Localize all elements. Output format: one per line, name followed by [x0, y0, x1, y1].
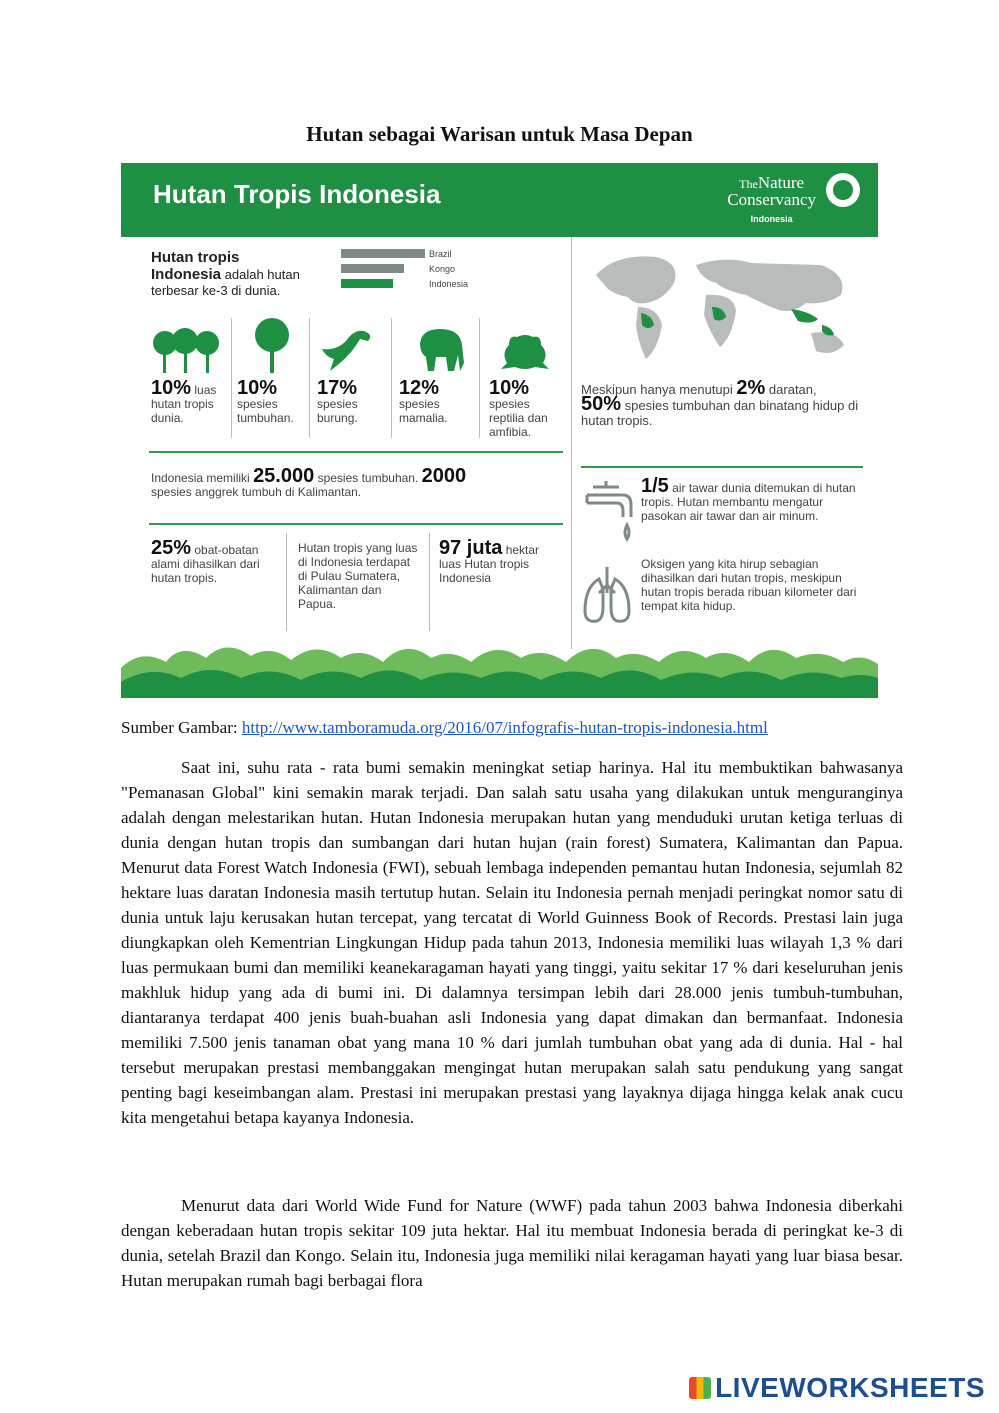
trees-icon [151, 325, 223, 375]
stat-divider-2 [309, 318, 310, 438]
bar-label-indonesia: Indonesia [429, 279, 469, 289]
lower-divider-2 [429, 533, 430, 631]
infographic [121, 163, 878, 698]
world-map [586, 245, 861, 365]
area-stat: 97 juta hektar luas Hutan tropis Indonesia [439, 537, 540, 585]
oxygen-text: Oksigen yang kita hirup sebagian dihasilkan dari hutan tropis, meskipun hutan tropis berada ribuan kilometer dari tempat kita hidup. [641, 557, 857, 613]
document-title: Hutan sebagai Warisan untuk Masa Depan [306, 122, 693, 146]
bird-icon [316, 323, 376, 373]
divider-vertical [571, 237, 572, 649]
stat-reptiles: 10% spesies reptilia dan amfibia. [489, 377, 548, 439]
divider-right [581, 466, 863, 468]
bar-label-kongo: Kongo [429, 264, 456, 274]
source-link[interactable]: http://www.tamboramuda.org/2016/07/infografis-hutan-tropis-indonesia.html [241, 718, 768, 737]
stat-divider-4 [479, 318, 480, 438]
rank-block: Hutan tropis Indonesia adalah hutan terbesar ke-3 di dunia. [151, 249, 300, 298]
faucet-icon [579, 477, 635, 557]
islands-text: Hutan tropis yang luas di Indonesia terdapat di Pulau Sumatera, Kalimantan dan Papua. [298, 541, 418, 611]
tree-icon [251, 317, 293, 375]
liveworksheets-logo: LIVEWORKSHEETS [689, 1372, 985, 1404]
plants-count: Indonesia memiliki 25.000 spesies tumbuhan. 2000 spesies anggrek tumbuh di Kalimantan. [151, 465, 467, 499]
stat-birds: 17% spesies burung. [317, 377, 358, 425]
stat-divider-1 [231, 318, 232, 438]
frog-icon [499, 331, 551, 371]
stat-divider-3 [391, 318, 392, 438]
stat-forest: 10% luas hutan tropis dunia. [151, 377, 217, 425]
water-stat: 1/5 air tawar dunia ditemukan di hutan tropis. Hutan membantu mengatur pasokan air tawar dan air minum. [641, 475, 856, 523]
infographic-header [121, 163, 878, 237]
elephant-icon [414, 323, 470, 373]
image-source-caption [121, 718, 768, 738]
stat-mammals: 12% spesies mamalia. [399, 377, 448, 425]
divider-left-2 [149, 523, 563, 525]
liveworksheets-icon [689, 1377, 711, 1399]
lower-divider-1 [286, 533, 287, 631]
stat-plants: 10% spesies tumbuhan. [237, 377, 294, 425]
nature-conservancy-logo: TheNature Conservancy Indonesia [727, 173, 816, 224]
lungs-icon [581, 563, 633, 627]
paragraph-1: Saat ini, suhu rata - rata bumi semakin meningkat setiap harinya. Hal itu membuktikan bahwasanya "Pemanasan Global" kini semakin marak terjadi. Dan salah satu usaha yang dilakukan untuk menguranginya adalah dengan melestarikan hutan. Hutan Indonesia merupakan hutan yang menduduki urutan ketiga terluas di dunia dengan hutan tropis dan sumbangan dari hutan hujan (rain forest) Sumatera, Kalimantan dan Papua. Menurut data Forest Watch Indonesia (FWI), sebuah lembaga independen pemantau hutan Indonesia, sejumlah 82 hektare luas daratan Indonesia masih tertutup hutan. Selain itu Indonesia pernah menjadi peringkat nomor satu di dunia untuk laju kerusakan hutan tercepat, yang tercatat di World Guinness Book of Records. Prestasi lain juga diungkapkan oleh Kementrian Lingkungan Hidup pada tahun 2013, Indonesia memiliki luas wilayah 1,3 % dari luas permukaan bumi dan memiliki keanekaragaman hayati yang tinggi, yaitu sekitar 17 % dari keseluruhan jenis makhluk hidup yang ada di bumi ini. Di dalamnya tersimpan lebih dari 28.000 jenis tumbuh-tumbuhan, diantaranya terdapat 400 jenis buah-buahan asli Indonesia yang dapat dimakan dan bermanfaat. Indonesia memiliki 7.500 jenis tanaman obat yang mana 10 % dari jumlah tumbuhan obat yang ada di dunia. Hal - hal tersebut merupakan prestasi membanggakan mengingat hutan merupakan salah satu pendukung yang sangat penting bagi keseimbangan alam. Prestasi ini merupakan prestasi yang layaknya dijaga hingga kelak anak cucu kita mengetahui betapa kayanya Indonesia. [121, 758, 903, 1127]
bar-label-brazil: Brazil [429, 249, 452, 259]
paragraph-2: Menurut data dari World Wide Fund for Nature (WWF) pada tahun 2003 bahwa Indonesia diberkahi dengan keberadaan hutan tropis sekitar 109 juta hektar. Hal itu membuat Indonesia berada di peringkat ke-3 di dunia, setelah Brazil dan Kongo. Selain itu, Indonesia juga memiliki nilai keragaman hayati yang luar biasa besar. Hutan merupakan rumah bagi berbagai flora [121, 1196, 903, 1290]
medicine-stat: 25% obat-obatan alami dihasilkan dari hutan tropis. [151, 537, 260, 585]
infographic-title: Hutan Tropis Indonesia [153, 179, 441, 209]
forest-silhouette [121, 628, 878, 698]
bar-brazil [341, 249, 425, 258]
source-label: Sumber Gambar: [121, 718, 238, 737]
divider-left-1 [149, 451, 563, 453]
cover-stat: Meskipun hanya menutupi 2% daratan, 50% spesies tumbuhan dan binatang hidup di hutan tropis. [581, 377, 859, 428]
bar-indonesia [341, 279, 393, 288]
bar-kongo [341, 264, 404, 273]
globe-icon [826, 173, 860, 207]
